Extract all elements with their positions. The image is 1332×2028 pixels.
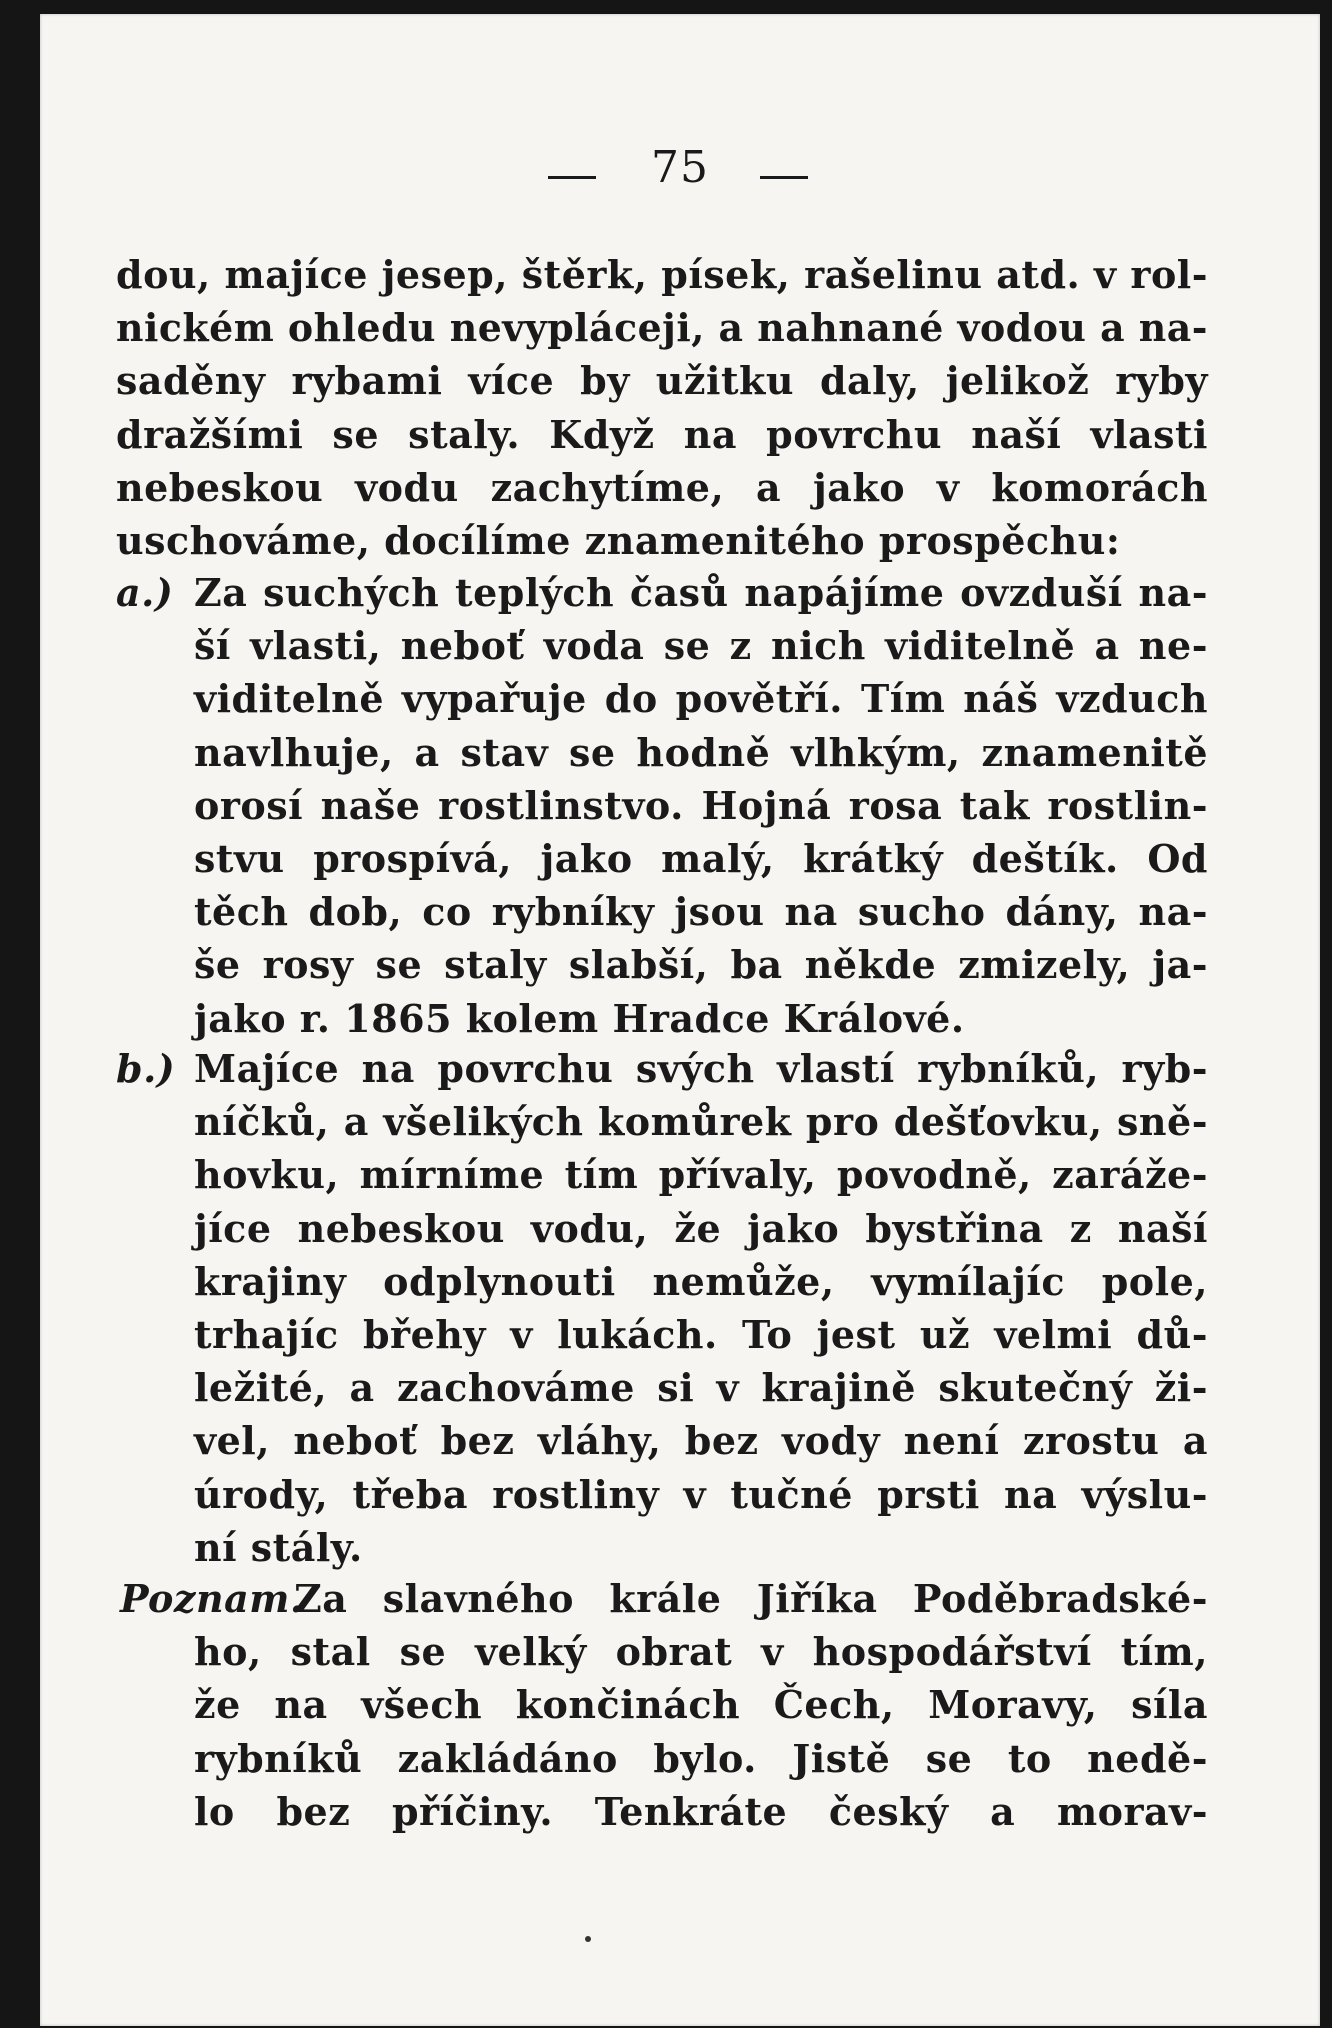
intro-line: saděny rybami více by užitku daly, jelikož ryby bbox=[116, 358, 1208, 404]
item-a-line: stvu prospívá, jako malý, krátký deštík. Od bbox=[194, 836, 1208, 881]
page-number-dash-right bbox=[760, 176, 808, 179]
item-b-line: jíce nebeskou vodu, že jako bystřina z naší bbox=[194, 1205, 1208, 1251]
item-b-line: ní stály. bbox=[194, 1524, 363, 1570]
note-label: Poznam. bbox=[120, 1576, 304, 1621]
item-a-line: těch dob, co rybníky jsou na sucho dány, na- bbox=[194, 889, 1208, 935]
intro-line: uschováme, docílíme znamenitého prospěchu: bbox=[116, 518, 1121, 563]
page-speck bbox=[585, 1936, 591, 1942]
item-b-line: Majíce na povrchu svých vlastí rybníků, ryb- bbox=[194, 1046, 1208, 1091]
item-b-line: ležité, a zachováme si v krajině skutečný ži- bbox=[194, 1365, 1208, 1411]
page-number: 75 bbox=[651, 142, 709, 193]
intro-line: nebeskou vodu zachytíme, a jako v komorách bbox=[116, 464, 1208, 510]
item-a-line: navlhuje, a stav se hodně vlhkým, znamenitě bbox=[194, 729, 1208, 775]
item-b-line: hovku, mírníme tím přívaly, povodně, zaráže- bbox=[194, 1152, 1208, 1198]
item-a-line: orosí naše rostlinstvo. Hojná rosa tak rostlin- bbox=[194, 782, 1208, 828]
intro-line: dou, majíce jesep, štěrk, písek, rašelinu atd. v rol- bbox=[116, 252, 1208, 297]
item-a-line: še rosy se staly slabší, ba někde zmizely, ja- bbox=[194, 942, 1208, 988]
item-b-line: krajiny odplynouti nemůže, vymílajíc pole, bbox=[194, 1258, 1208, 1304]
note-line: že na všech končinách Čech, Moravy, síla bbox=[194, 1682, 1208, 1728]
note-line: ho, stal se velký obrat v hospodářství tím, bbox=[194, 1629, 1208, 1675]
item-b-marker: b.) bbox=[116, 1046, 176, 1091]
item-b-line: trhajíc břehy v lukách. To jest už velmi dů- bbox=[194, 1312, 1208, 1357]
item-b-line: vel, neboť bez vláhy, bez vody není zrostu a bbox=[194, 1418, 1208, 1464]
book-page bbox=[40, 14, 1320, 2026]
item-a-marker: a.) bbox=[116, 570, 174, 615]
note-line: rybníků zakládáno bylo. Jistě se to nedě- bbox=[194, 1735, 1208, 1781]
note-line: Za slavného krále Jiříka Poděbradské- bbox=[294, 1576, 1208, 1621]
note-line: lo bez příčiny. Tenkráte český a morav- bbox=[194, 1788, 1208, 1834]
intro-line: nickém ohledu nevypláceji, a nahnané vodou a na- bbox=[116, 305, 1208, 351]
item-a-line: jako r. 1865 kolem Hradce Králové. bbox=[194, 995, 965, 1041]
intro-line: dražšími se staly. Když na povrchu naší vlasti bbox=[116, 411, 1208, 457]
item-a-line: Za suchých teplých časů napájíme ovzduší na- bbox=[194, 570, 1208, 615]
item-b-line: níčků, a všelikých komůrek pro dešťovku, sně- bbox=[194, 1099, 1208, 1145]
item-b-line: úrody, třeba rostliny v tučné prsti na výslu- bbox=[194, 1471, 1208, 1517]
item-a-line: ší vlasti, neboť voda se z nich viditelně a ne- bbox=[194, 623, 1208, 669]
item-a-line: viditelně vypařuje do povětří. Tím náš vzduch bbox=[194, 676, 1208, 722]
